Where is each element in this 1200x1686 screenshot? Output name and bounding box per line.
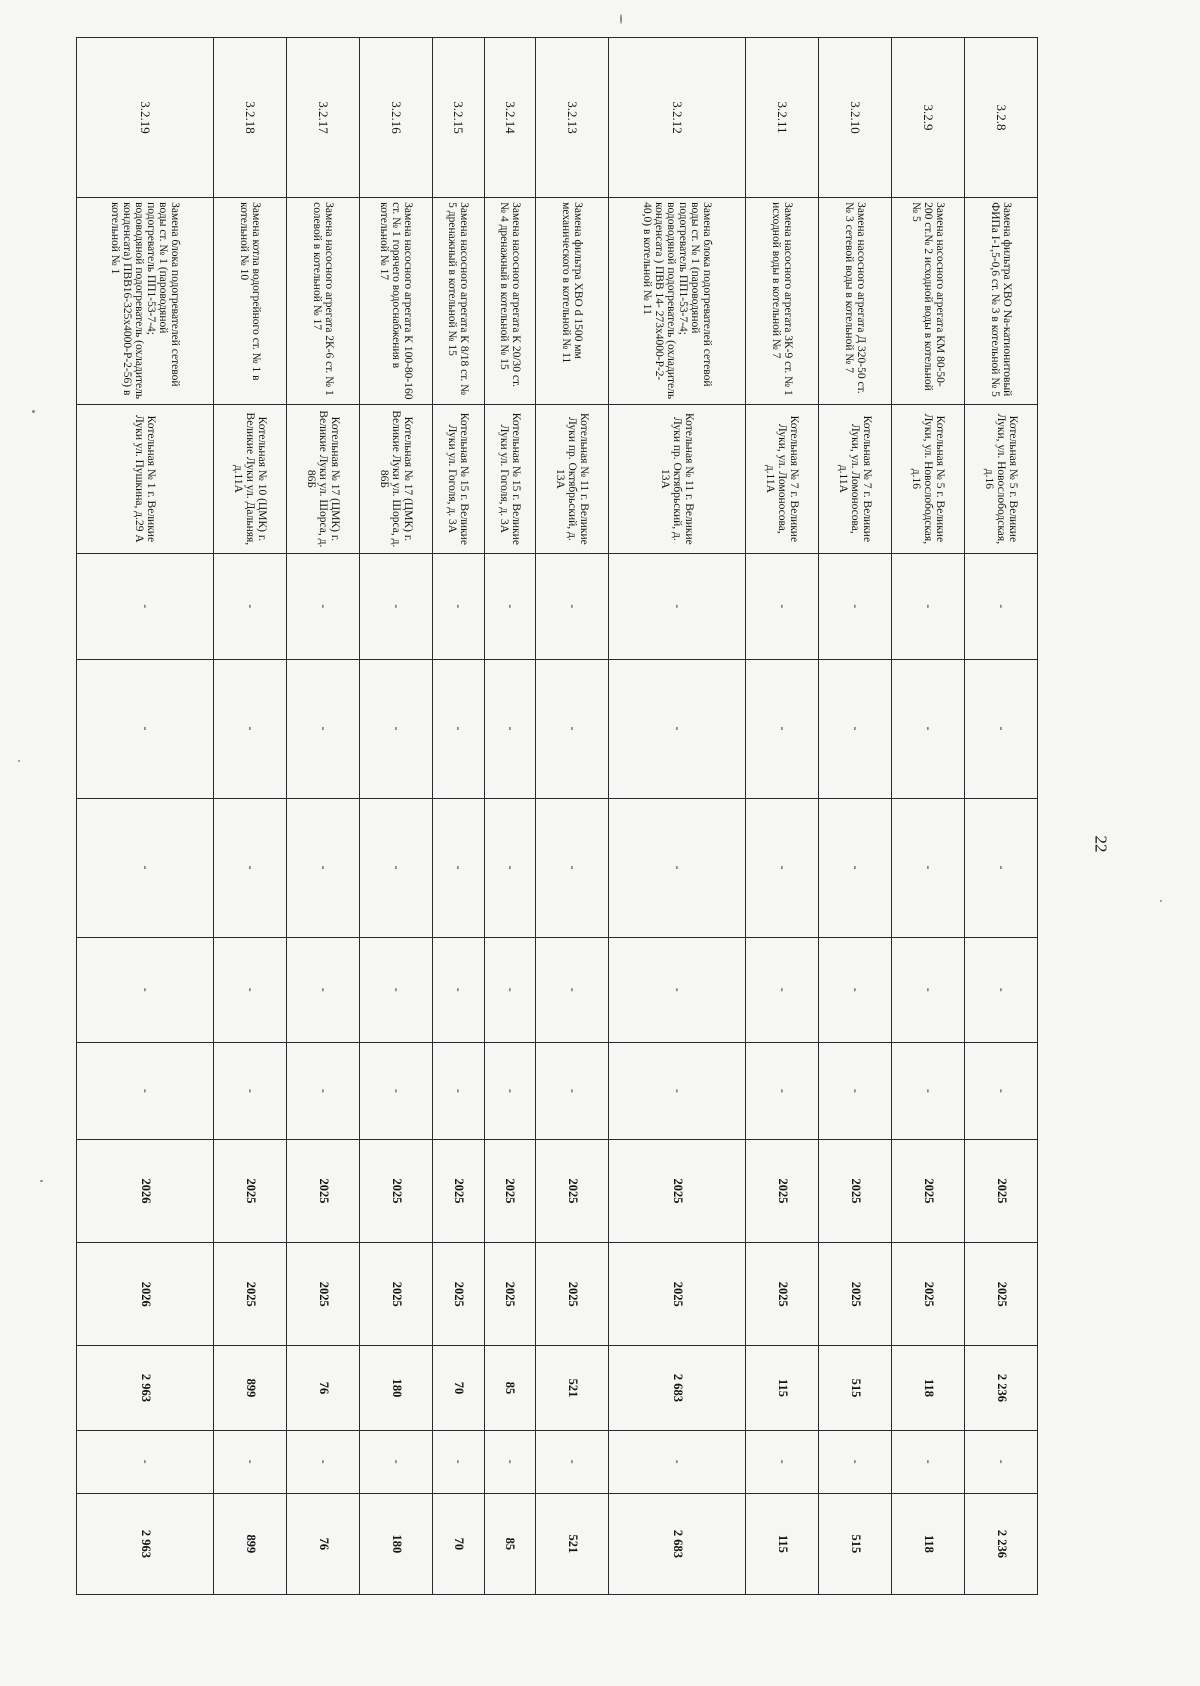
empty-cell: - xyxy=(484,554,536,659)
work-description: Замена котла водогрейного ст. № 1 в котельной № 10 xyxy=(214,198,287,404)
cost-value: 515 xyxy=(819,1346,892,1430)
row-number: 3.2.15 xyxy=(433,38,485,198)
work-description: Замена блока подогревателей сетевой воды ст. № 1 (пароводяной подогреватель ПП1-53-7-4; водоводяной подогреватель (охладитель конденсата) ПВВ16-325х4000-Р-2-56) в котельной № 1 xyxy=(77,198,214,404)
empty-cell: - xyxy=(965,1042,1038,1139)
start-year: 2026 xyxy=(77,1139,214,1242)
total-value: 899 xyxy=(214,1493,287,1594)
empty-cell: - xyxy=(965,798,1038,937)
total-value: 180 xyxy=(360,1493,433,1594)
empty-cell: - xyxy=(746,798,819,937)
empty-cell: - xyxy=(360,1430,433,1493)
table-row xyxy=(433,38,485,1595)
row-number: 3.2.17 xyxy=(287,38,360,198)
location: Котельная № 15 г. Великие Луки ул. Гоголя, д. 3А xyxy=(484,404,536,554)
empty-cell: - xyxy=(746,659,819,798)
empty-cell: - xyxy=(965,1430,1038,1493)
empty-cell: - xyxy=(965,554,1038,659)
total-value: 70 xyxy=(433,1493,485,1594)
empty-cell: - xyxy=(287,937,360,1042)
empty-cell: - xyxy=(819,1430,892,1493)
empty-cell: - xyxy=(746,937,819,1042)
table-body xyxy=(77,38,1038,1595)
empty-cell: - xyxy=(819,937,892,1042)
empty-cell: - xyxy=(892,1042,965,1139)
table-row xyxy=(819,38,892,1595)
empty-cell: - xyxy=(433,798,485,937)
table-row xyxy=(484,38,536,1595)
start-year: 2025 xyxy=(484,1139,536,1242)
work-description: Замена фильтра ХВО d 1500 мм механического в котельной № 11 xyxy=(536,198,609,404)
end-year: 2025 xyxy=(536,1243,609,1346)
end-year: 2025 xyxy=(746,1243,819,1346)
total-value: 85 xyxy=(484,1493,536,1594)
empty-cell: - xyxy=(287,554,360,659)
work-description: Замена насосного агрегата 2К-6 ст. № 1 солевой в котельной № 17 xyxy=(287,198,360,404)
empty-cell: - xyxy=(214,659,287,798)
cost-value: 2 236 xyxy=(965,1346,1038,1430)
table-row xyxy=(214,38,287,1595)
empty-cell: - xyxy=(77,937,214,1042)
start-year: 2025 xyxy=(536,1139,609,1242)
total-value: 521 xyxy=(536,1493,609,1594)
empty-cell: - xyxy=(214,1430,287,1493)
empty-cell: - xyxy=(214,554,287,659)
work-description: Замена насосного агрегата К 100-80-160 ст. № 1 горячего водоснабжения в котельной № 17 xyxy=(360,198,433,404)
work-description: Замена насосного агрегата К 8/18 ст. № 5 дренажный в котельной № 15 xyxy=(433,198,485,404)
empty-cell: - xyxy=(214,798,287,937)
table-row xyxy=(892,38,965,1595)
empty-cell: - xyxy=(360,554,433,659)
cost-value: 115 xyxy=(746,1346,819,1430)
empty-cell: - xyxy=(360,937,433,1042)
work-description: Замена насосного агрегата КМ 80-50-200 ст.№ 2 исходной воды в котельной № 5 xyxy=(892,198,965,404)
location: Котельная № 15 г. Великие Луки ул. Гоголя, д. 3А xyxy=(433,404,485,554)
table-row xyxy=(536,38,609,1595)
empty-cell: - xyxy=(536,659,609,798)
row-number: 3.2.13 xyxy=(536,38,609,198)
empty-cell: - xyxy=(965,937,1038,1042)
table-row xyxy=(609,38,746,1595)
row-number: 3.2.18 xyxy=(214,38,287,198)
empty-cell: - xyxy=(484,659,536,798)
start-year: 2025 xyxy=(360,1139,433,1242)
empty-cell: - xyxy=(609,554,746,659)
end-year: 2025 xyxy=(965,1243,1038,1346)
work-description: Замена насосного агрегата Д 320-50 ст.№ 3 сетевой воды в котельной № 7 xyxy=(819,198,892,404)
location: Котельная № 7 г. Великие Луки, ул. Ломоносова, д.11А xyxy=(746,404,819,554)
cost-value: 118 xyxy=(892,1346,965,1430)
location: Котельная № 17 (ЦМК) г. Великие Луки ул. Шорса, д. 86Б xyxy=(360,404,433,554)
total-value: 118 xyxy=(892,1493,965,1594)
empty-cell: - xyxy=(819,659,892,798)
cost-value: 2 963 xyxy=(77,1346,214,1430)
empty-cell: - xyxy=(536,1430,609,1493)
empty-cell: - xyxy=(609,937,746,1042)
work-description: Замена насосного агрегата 3К-9 ст. № 1 исходной воды в котельной № 7 xyxy=(746,198,819,404)
empty-cell: - xyxy=(746,554,819,659)
location: Котельная № 7 г. Великие Луки, ул. Ломоносова, д.11А xyxy=(819,404,892,554)
start-year: 2025 xyxy=(609,1139,746,1242)
cost-value: 899 xyxy=(214,1346,287,1430)
end-year: 2025 xyxy=(360,1243,433,1346)
row-number: 3.2.14 xyxy=(484,38,536,198)
location: Котельная № 11 г. Великие Луки пр. Октябрьский, д. 13А xyxy=(609,404,746,554)
cost-value: 70 xyxy=(433,1346,485,1430)
empty-cell: - xyxy=(77,1042,214,1139)
empty-cell: - xyxy=(77,798,214,937)
end-year: 2025 xyxy=(287,1243,360,1346)
empty-cell: - xyxy=(746,1430,819,1493)
empty-cell: - xyxy=(609,659,746,798)
cost-value: 76 xyxy=(287,1346,360,1430)
empty-cell: - xyxy=(287,1430,360,1493)
table-row xyxy=(77,38,214,1595)
end-year: 2025 xyxy=(609,1243,746,1346)
start-year: 2025 xyxy=(287,1139,360,1242)
empty-cell: - xyxy=(433,1430,485,1493)
start-year: 2025 xyxy=(746,1139,819,1242)
end-year: 2025 xyxy=(819,1243,892,1346)
end-year: 2025 xyxy=(892,1243,965,1346)
table-row xyxy=(287,38,360,1595)
total-value: 2 236 xyxy=(965,1493,1038,1594)
empty-cell: - xyxy=(819,1042,892,1139)
works-table xyxy=(76,37,1038,1595)
start-year: 2025 xyxy=(819,1139,892,1242)
end-year: 2026 xyxy=(77,1243,214,1346)
empty-cell: - xyxy=(965,659,1038,798)
location: Котельная № 10 (ЦМК) г. Великие Луки ул. Дальняя, д.11А xyxy=(214,404,287,554)
empty-cell: - xyxy=(484,937,536,1042)
empty-cell: - xyxy=(287,798,360,937)
row-number: 3.2.9 xyxy=(892,38,965,198)
row-number: 3.2.10 xyxy=(819,38,892,198)
location: Котельная № 5 г. Великие Луки, ул. Новослободская, д.16 xyxy=(892,404,965,554)
empty-cell: - xyxy=(360,798,433,937)
empty-cell: - xyxy=(536,798,609,937)
total-value: 115 xyxy=(746,1493,819,1594)
empty-cell: - xyxy=(433,937,485,1042)
cost-value: 521 xyxy=(536,1346,609,1430)
empty-cell: - xyxy=(433,659,485,798)
row-number: 3.2.12 xyxy=(609,38,746,198)
cost-value: 85 xyxy=(484,1346,536,1430)
empty-cell: - xyxy=(892,798,965,937)
table-row xyxy=(965,38,1038,1595)
empty-cell: - xyxy=(484,1430,536,1493)
rotated-table-container xyxy=(76,37,1038,1595)
location: Котельная № 11 г. Великие Луки пр. Октябрьский, д. 13А xyxy=(536,404,609,554)
start-year: 2025 xyxy=(214,1139,287,1242)
total-value: 76 xyxy=(287,1493,360,1594)
empty-cell: - xyxy=(746,1042,819,1139)
empty-cell: - xyxy=(892,1430,965,1493)
page-number: 22 xyxy=(1091,835,1111,853)
total-value: 2 683 xyxy=(609,1493,746,1594)
table-row xyxy=(360,38,433,1595)
work-description: Замена фильтра ХВО Na-катионитовый ФИПа I-1,5-0,6 ст. № 3 в котельной № 5 xyxy=(965,198,1038,404)
empty-cell: - xyxy=(484,1042,536,1139)
location: Котельная № 1 г. Великие Луки ул. Пушкина, д.29 А xyxy=(77,404,214,554)
empty-cell: - xyxy=(609,1042,746,1139)
empty-cell: - xyxy=(287,1042,360,1139)
start-year: 2025 xyxy=(965,1139,1038,1242)
end-year: 2025 xyxy=(484,1243,536,1346)
end-year: 2025 xyxy=(214,1243,287,1346)
empty-cell: - xyxy=(287,659,360,798)
work-description: Замена насосного агрегата К 20/30 ст. № 4 дренажный в котельной № 15 xyxy=(484,198,536,404)
empty-cell: - xyxy=(892,937,965,1042)
empty-cell: - xyxy=(77,554,214,659)
empty-cell: - xyxy=(536,554,609,659)
empty-cell: - xyxy=(609,1430,746,1493)
total-value: 515 xyxy=(819,1493,892,1594)
empty-cell: - xyxy=(433,1042,485,1139)
location: Котельная № 17 (ЦМК) г. Великие Луки ул. Шорса, д. 86Б xyxy=(287,404,360,554)
empty-cell: - xyxy=(536,937,609,1042)
end-year: 2025 xyxy=(433,1243,485,1346)
row-number: 3.2.16 xyxy=(360,38,433,198)
start-year: 2025 xyxy=(433,1139,485,1242)
empty-cell: - xyxy=(214,1042,287,1139)
cost-value: 180 xyxy=(360,1346,433,1430)
empty-cell: - xyxy=(484,798,536,937)
empty-cell: - xyxy=(536,1042,609,1139)
empty-cell: - xyxy=(819,554,892,659)
start-year: 2025 xyxy=(892,1139,965,1242)
empty-cell: - xyxy=(609,798,746,937)
empty-cell: - xyxy=(433,554,485,659)
table-row xyxy=(746,38,819,1595)
empty-cell: - xyxy=(214,937,287,1042)
row-number: 3.2.8 xyxy=(965,38,1038,198)
empty-cell: - xyxy=(360,659,433,798)
cost-value: 2 683 xyxy=(609,1346,746,1430)
empty-cell: - xyxy=(77,659,214,798)
location: Котельная № 5 г. Великие Луки, ул. Новослободская, д.16 xyxy=(965,404,1038,554)
empty-cell: - xyxy=(360,1042,433,1139)
empty-cell: - xyxy=(77,1430,214,1493)
empty-cell: - xyxy=(892,659,965,798)
empty-cell: - xyxy=(819,798,892,937)
empty-cell: - xyxy=(892,554,965,659)
total-value: 2 963 xyxy=(77,1493,214,1594)
row-number: 3.2.19 xyxy=(77,38,214,198)
row-number: 3.2.11 xyxy=(746,38,819,198)
work-description: Замена блока подогревателей сетевой воды ст. № 1 (пароводяной подогреватель ПП1-53-7-4; водоводяной подогреватель (охладитель конденсата ) ПВВ 14- 273х4000-Р-2-40,0) в котельной № 11 xyxy=(609,198,746,404)
